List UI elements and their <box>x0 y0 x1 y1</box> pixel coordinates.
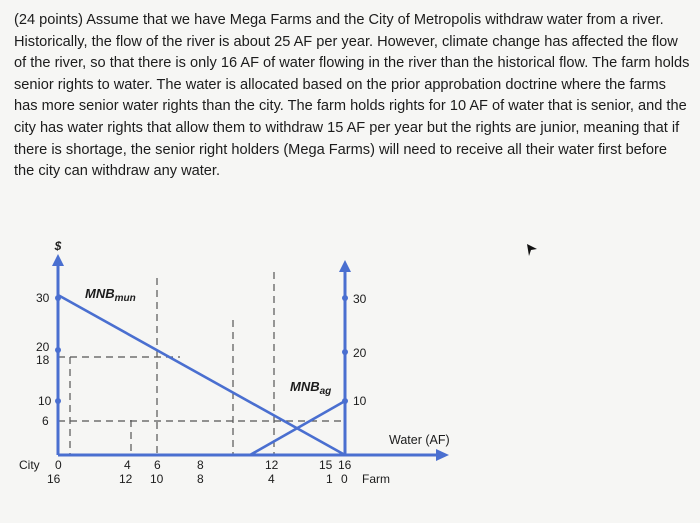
y-axis-dollar-label: $ <box>54 239 62 253</box>
right-y-tick-20: 20 <box>353 346 367 360</box>
city-x-tick-6: 6 <box>154 458 161 472</box>
city-x-tick-12: 12 <box>265 458 279 472</box>
right-y-tick-10: 10 <box>353 394 367 408</box>
farm-x-tick-4: 4 <box>268 472 275 486</box>
mouse-cursor-icon <box>527 244 537 256</box>
city-x-tick-8: 8 <box>197 458 204 472</box>
mnb-mun-line <box>58 295 345 455</box>
farm-x-tick-16: 16 <box>47 472 61 486</box>
farm-x-tick-8: 8 <box>197 472 204 486</box>
mnb-mun-label: $MNB_{mun}$ <box>85 286 136 304</box>
right-y-axis-arrow <box>339 260 351 272</box>
right-point-30 <box>342 295 348 301</box>
mnb-ag-label: $MNB_{ag}$ <box>290 379 332 397</box>
right-y-tick-30: 30 <box>353 292 367 306</box>
question-points: (24 points) <box>14 12 83 28</box>
farm-x-tick-0: 0 <box>341 472 348 486</box>
left-y-tick-18: 18 <box>36 353 50 367</box>
city-x-tick-16: 16 <box>338 458 352 472</box>
right-point-20 <box>342 349 348 355</box>
city-x-tick-0: 0 <box>55 458 62 472</box>
left-point-30 <box>55 295 61 301</box>
city-x-tick-15: 15 <box>319 458 333 472</box>
left-y-tick-30: 30 <box>36 291 50 305</box>
x-axis-arrow <box>436 449 449 461</box>
farm-x-tick-12: 12 <box>119 472 133 486</box>
right-point-10 <box>342 398 348 404</box>
left-point-10 <box>55 398 61 404</box>
left-y-tick-10: 10 <box>38 394 52 408</box>
city-label: City <box>19 458 40 472</box>
left-y-tick-20: 20 <box>36 340 50 354</box>
farm-label: Farm <box>362 472 390 486</box>
left-y-axis-arrow <box>52 254 64 266</box>
question-body: Assume that we have Mega Farms and the City of Metropolis withdraw water from a river. Historically, the flow of the river is about 25 AF per year. However, climate change has affected the flow of the river, so that there is only 16 AF of water flowing in the river than the historical flow. The farm holds senior rights to water. The water is allocated based on the prior approbation doctrine where the farms has more senior water rights than the city. The farm holds rights for 10 AF of water that is senior, and the city has water rights that allow them to withdraw 15 AF per year but the rights are junior, meaning that if there is shortage, the senior right holders (Mega Farms) will need to receive all their water first before the city can withdraw any water. <box>14 12 690 180</box>
city-x-tick-4: 4 <box>124 458 131 472</box>
farm-x-tick-1: 1 <box>326 472 333 486</box>
left-point-20 <box>55 347 61 353</box>
left-y-tick-6: 6 <box>42 414 49 428</box>
farm-x-tick-10: 10 <box>150 472 164 486</box>
x-axis-label: Water (AF) <box>389 433 450 447</box>
